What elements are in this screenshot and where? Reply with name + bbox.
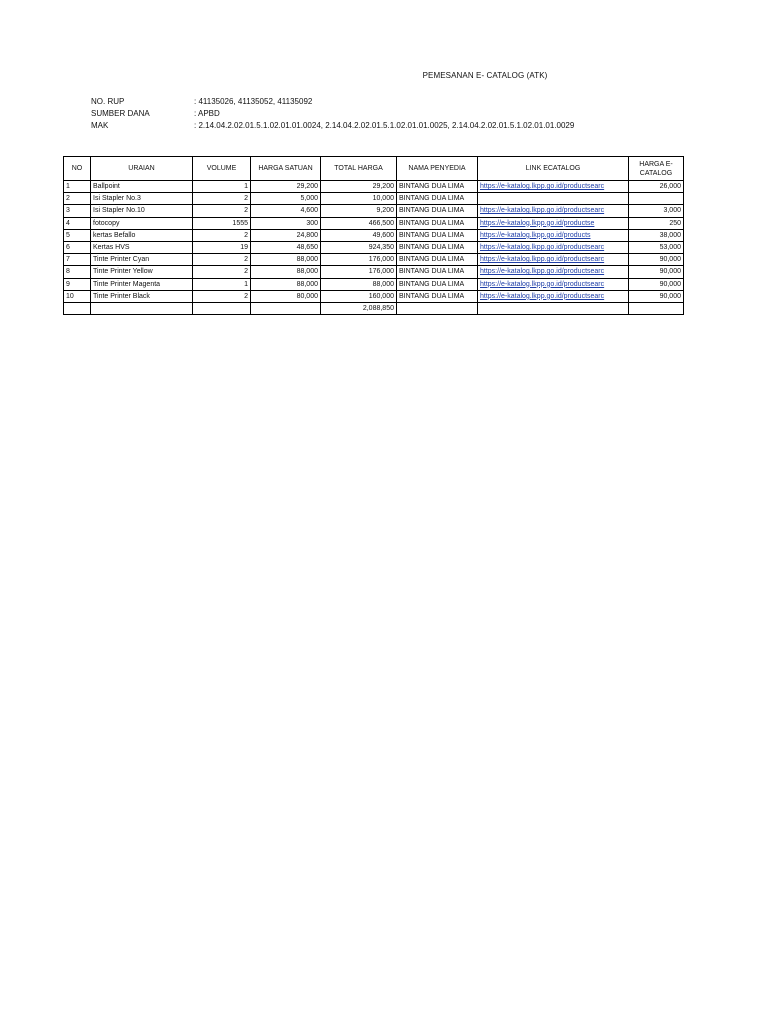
row-nama-penyedia: BINTANG DUA LIMA xyxy=(397,217,478,229)
ecatalog-link[interactable]: https://e-katalog.lkpp.go.id/productsearc xyxy=(480,256,605,264)
meta-value-sumber-dana: : APBD xyxy=(194,109,220,118)
row-volume: 2 xyxy=(193,229,251,241)
row-no: 4 xyxy=(64,217,91,229)
meta-value-no-rup: : 41135026, 41135052, 41135092 xyxy=(194,97,313,106)
row-total-harga: 9,200 xyxy=(321,205,397,217)
row-no: 10 xyxy=(64,290,91,302)
table-row xyxy=(64,278,684,290)
row-uraian: Isi Stapler No.3 xyxy=(91,193,193,205)
table-row xyxy=(64,229,684,241)
table-row xyxy=(64,181,684,193)
row-harga-satuan: 5,000 xyxy=(251,193,321,205)
header-link-ecatalog: LINK ECATALOG xyxy=(478,157,629,181)
document-title: PEMESANAN E- CATALOG (ATK) xyxy=(422,71,548,80)
row-harga-ecatalog: 38,000 xyxy=(629,229,684,241)
row-harga-ecatalog: 90,000 xyxy=(629,278,684,290)
row-nama-penyedia: BINTANG DUA LIMA xyxy=(397,254,478,266)
row-uraian: Tinte Printer Magenta xyxy=(91,278,193,290)
ecatalog-link[interactable]: https://e-katalog.lkpp.go.id/productsearc xyxy=(480,207,605,215)
row-harga-satuan: 80,000 xyxy=(251,290,321,302)
ecatalog-link[interactable]: https://e-katalog.lkpp.go.id/productsearc xyxy=(480,244,605,252)
row-link-ecatalog xyxy=(478,181,629,193)
row-volume: 2 xyxy=(193,290,251,302)
row-uraian: Isi Stapler No.10 xyxy=(91,205,193,217)
row-volume: 2 xyxy=(193,254,251,266)
meta-key-sumber-dana: SUMBER DANA xyxy=(91,109,150,118)
header-nama-penyedia: NAMA PENYEDIA xyxy=(397,157,478,181)
row-no: 5 xyxy=(64,229,91,241)
row-nama-penyedia: BINTANG DUA LIMA xyxy=(397,205,478,217)
ecatalog-link[interactable]: https://e-katalog.lkpp.go.id/productse xyxy=(480,219,595,227)
row-volume: 2 xyxy=(193,266,251,278)
row-nama-penyedia: BINTANG DUA LIMA xyxy=(397,290,478,302)
row-link-ecatalog xyxy=(478,217,629,229)
row-nama-penyedia: BINTANG DUA LIMA xyxy=(397,241,478,253)
row-total-harga: 10,000 xyxy=(321,193,397,205)
row-link-ecatalog xyxy=(478,266,629,278)
row-link-ecatalog xyxy=(478,254,629,266)
row-link-ecatalog xyxy=(478,290,629,302)
table-row xyxy=(64,266,684,278)
ecatalog-link[interactable]: https://e-katalog.lkpp.go.id/productsearc xyxy=(480,183,605,191)
row-link-ecatalog xyxy=(478,193,629,205)
row-no: 1 xyxy=(64,181,91,193)
header-total-harga: TOTAL HARGA xyxy=(321,157,397,181)
row-harga-ecatalog: 53,000 xyxy=(629,241,684,253)
row-total-harga: 29,200 xyxy=(321,181,397,193)
row-no: 3 xyxy=(64,205,91,217)
row-no: 6 xyxy=(64,241,91,253)
row-harga-ecatalog: 250 xyxy=(629,217,684,229)
row-harga-satuan: 29,200 xyxy=(251,181,321,193)
row-volume: 1 xyxy=(193,181,251,193)
row-harga-satuan: 88,000 xyxy=(251,278,321,290)
row-uraian: Kertas HVS xyxy=(91,241,193,253)
ecatalog-link[interactable]: https://e-katalog.lkpp.go.id/productsearc xyxy=(480,268,605,276)
order-table xyxy=(63,156,684,315)
row-volume: 1 xyxy=(193,278,251,290)
row-total-harga: 88,000 xyxy=(321,278,397,290)
row-volume: 19 xyxy=(193,241,251,253)
table-row xyxy=(64,254,684,266)
row-nama-penyedia: BINTANG DUA LIMA xyxy=(397,181,478,193)
header-no: NO xyxy=(64,157,91,181)
ecatalog-link[interactable]: https://e-katalog.lkpp.go.id/productsearc xyxy=(480,280,605,288)
table-row xyxy=(64,205,684,217)
row-total-harga: 176,000 xyxy=(321,266,397,278)
row-harga-ecatalog: 26,000 xyxy=(629,181,684,193)
row-harga-satuan: 88,000 xyxy=(251,266,321,278)
row-uraian: Tinte Printer Black xyxy=(91,290,193,302)
row-harga-ecatalog: 90,000 xyxy=(629,266,684,278)
row-total-harga: 160,000 xyxy=(321,290,397,302)
table-row xyxy=(64,193,684,205)
row-no: 2 xyxy=(64,193,91,205)
meta-value-mak: : 2.14.04.2.02.01.5.1.02.01.01.0024, 2.14.04.2.02.01.5.1.02.01.01.0025, 2.14.04.2.02.01.5.1.02.01.01.0029 xyxy=(194,121,575,130)
header-uraian: URAIAN xyxy=(91,157,193,181)
row-harga-satuan: 48,650 xyxy=(251,241,321,253)
row-uraian: fotocopy xyxy=(91,217,193,229)
row-link-ecatalog xyxy=(478,229,629,241)
row-harga-satuan: 300 xyxy=(251,217,321,229)
table-row xyxy=(64,217,684,229)
row-nama-penyedia: BINTANG DUA LIMA xyxy=(397,278,478,290)
header-volume: VOLUME xyxy=(193,157,251,181)
row-no: 9 xyxy=(64,278,91,290)
row-no: 7 xyxy=(64,254,91,266)
row-harga-ecatalog: 90,000 xyxy=(629,290,684,302)
row-uraian: kertas Befallo xyxy=(91,229,193,241)
row-total-harga: 924,350 xyxy=(321,241,397,253)
row-link-ecatalog xyxy=(478,241,629,253)
row-uraian: Ballpoint xyxy=(91,181,193,193)
header-harga-ecatalog: HARGA E- CATALOG xyxy=(629,157,684,181)
row-nama-penyedia: BINTANG DUA LIMA xyxy=(397,193,478,205)
row-harga-ecatalog xyxy=(629,193,684,205)
row-harga-satuan: 4,600 xyxy=(251,205,321,217)
row-volume: 2 xyxy=(193,205,251,217)
grand-total: 2,088,850 xyxy=(321,302,397,314)
row-total-harga: 176,000 xyxy=(321,254,397,266)
ecatalog-link[interactable]: https://e-katalog.lkpp.go.id/products xyxy=(480,231,591,239)
row-nama-penyedia: BINTANG DUA LIMA xyxy=(397,229,478,241)
row-volume: 1555 xyxy=(193,217,251,229)
ecatalog-link[interactable]: https://e-katalog.lkpp.go.id/productsearc xyxy=(480,292,605,300)
table-row xyxy=(64,290,684,302)
row-volume: 2 xyxy=(193,193,251,205)
table-header-row xyxy=(64,157,684,181)
meta-key-no-rup: NO. RUP xyxy=(91,97,125,106)
row-uraian: Tinte Printer Yellow xyxy=(91,266,193,278)
header-harga-satuan: HARGA SATUAN xyxy=(251,157,321,181)
row-total-harga: 49,600 xyxy=(321,229,397,241)
total-row xyxy=(64,302,684,314)
row-no: 8 xyxy=(64,266,91,278)
row-nama-penyedia: BINTANG DUA LIMA xyxy=(397,266,478,278)
row-harga-satuan: 24,800 xyxy=(251,229,321,241)
row-link-ecatalog xyxy=(478,278,629,290)
row-total-harga: 466,500 xyxy=(321,217,397,229)
row-link-ecatalog xyxy=(478,205,629,217)
row-harga-ecatalog: 3,000 xyxy=(629,205,684,217)
row-uraian: Tinte Printer Cyan xyxy=(91,254,193,266)
row-harga-satuan: 88,000 xyxy=(251,254,321,266)
table-row xyxy=(64,241,684,253)
meta-key-mak: MAK xyxy=(91,121,109,130)
row-harga-ecatalog: 90,000 xyxy=(629,254,684,266)
